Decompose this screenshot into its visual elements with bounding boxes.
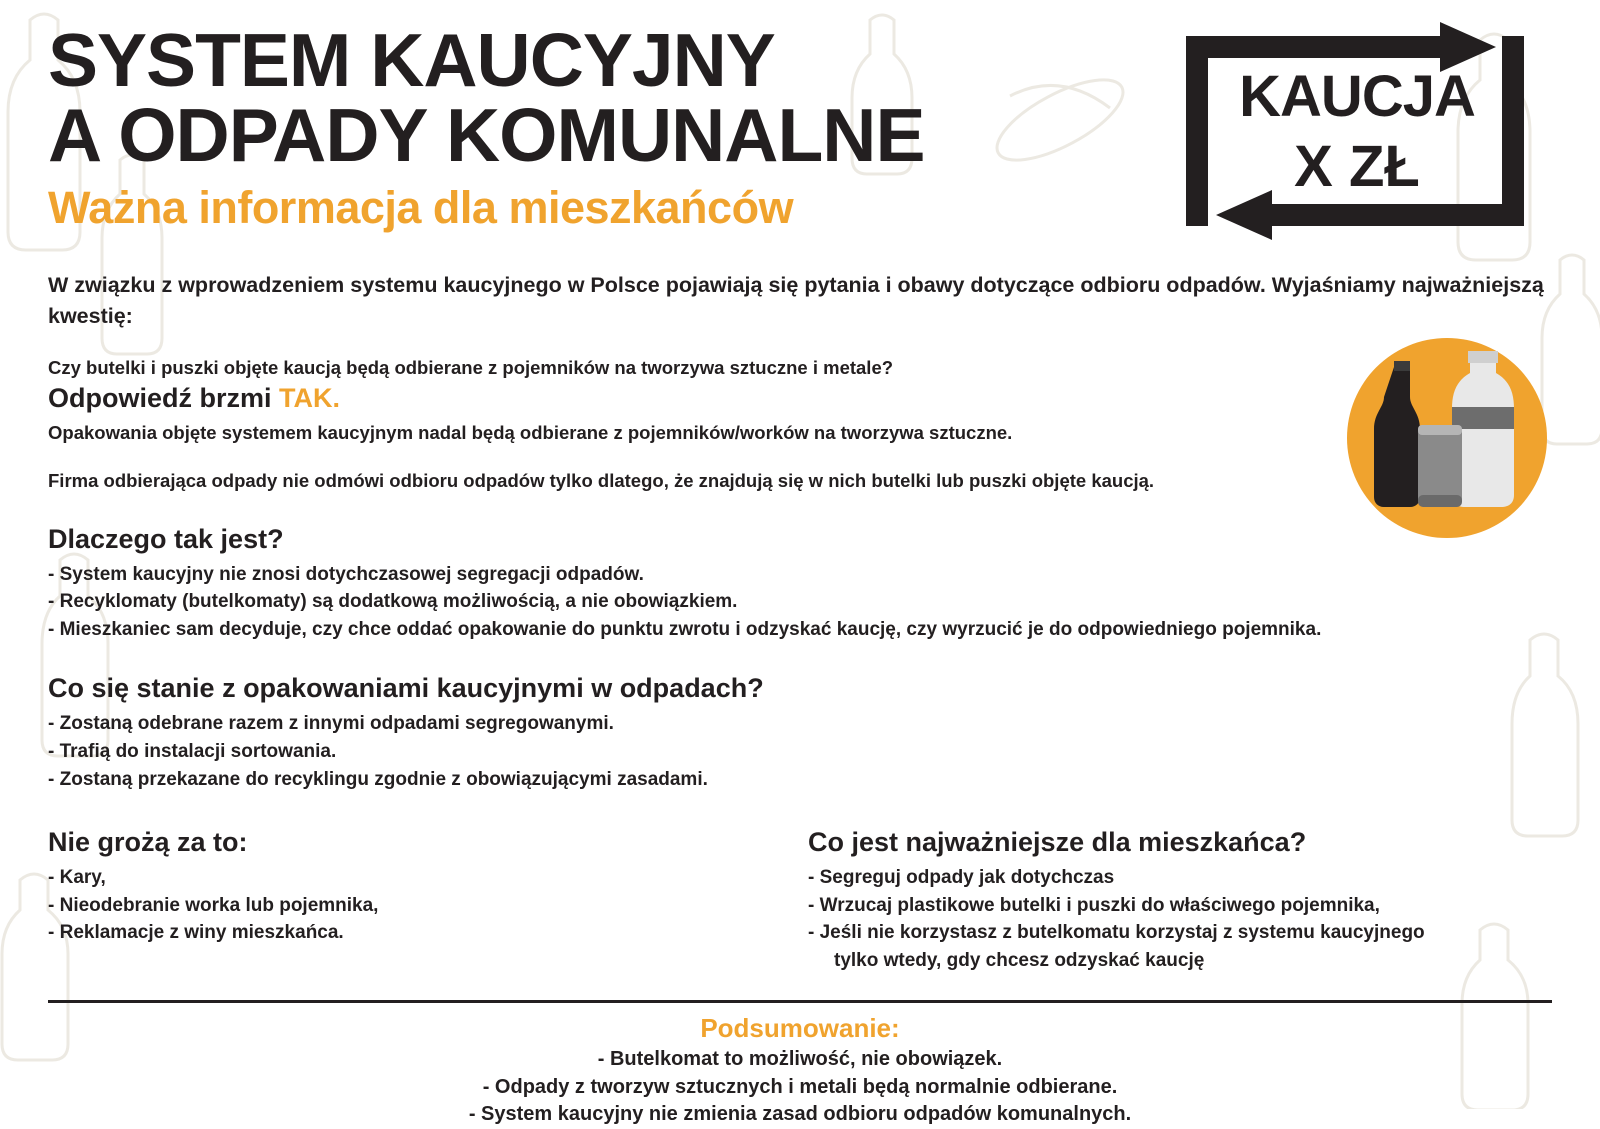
two-column-area <box>48 827 1552 974</box>
footer-divider <box>48 1000 1552 1003</box>
list-item: - Wrzucaj plastikowe butelki i puszki do właściwego pojemnika, <box>808 894 1380 916</box>
summary-line: - Odpady z tworzyw sztucznych i metali będą normalnie odbierane. <box>482 1075 1118 1098</box>
section-why-list <box>48 561 1552 644</box>
section-no-penalties-list <box>48 864 788 947</box>
summary-line: - Butelkomat to możliwość, nie obowiązek. <box>597 1048 1003 1071</box>
summary-title: Podsumowanie: <box>700 1013 900 1044</box>
list-item: - Nieodebranie worka lub pojemnika, <box>48 894 379 916</box>
column-left <box>48 827 788 974</box>
list-item: - Kary, <box>48 867 106 889</box>
page-subtitle: Ważna informacja dla mieszkańców <box>48 182 794 233</box>
kaucja-logo <box>1172 22 1542 252</box>
list-item: - System kaucyjny nie znosi dotychczasowej segregacji odpadów. <box>48 563 644 585</box>
list-item: tylko wtedy, gdy chcesz odzyskać kaucję <box>834 949 1205 971</box>
qa-answer <box>48 383 1552 414</box>
header-text-block <box>48 18 1172 233</box>
summary-block <box>48 1013 1552 1129</box>
page-title-line-1: SYSTEM KAUCYJNY <box>48 18 775 102</box>
list-item: - Reklamacje z winy mieszkańca. <box>48 922 344 944</box>
list-item: - Segreguj odpady jak dotychczas <box>808 867 1115 889</box>
packaging-illustration <box>1342 333 1552 543</box>
qa-answer-detail: Opakowania objęte systemem kaucyjnym nadal będą odbierane z pojemników/worków na tworzywa sztuczne. <box>48 422 1013 444</box>
beverage-can-icon <box>1418 425 1462 507</box>
qa-question: Czy butelki i puszki objęte kaucją będą odbierane z pojemników na tworzywa sztuczne i metale? <box>48 357 894 379</box>
qa-answer-value: TAK. <box>279 383 341 414</box>
summary-line: - System kaucyjny nie zmienia zasad odbioru odpadów komunalnych. <box>468 1103 1132 1126</box>
section-important-list <box>808 864 1552 974</box>
poster-header <box>48 18 1552 252</box>
column-right <box>788 827 1552 974</box>
list-item: - Trafią do instalacji sortowania. <box>48 741 337 762</box>
page-title-line-2: A ODPADY KOMUNALNE <box>48 93 925 177</box>
logo-line-1: KAUCJA <box>1239 64 1475 129</box>
list-item: - Recyklomaty (butelkomaty) są dodatkową możliwością, a nie obowiązkiem. <box>48 591 738 613</box>
list-item: - Mieszkaniec sam decyduje, czy chce oddać opakowanie do punktu zwrotu i odzyskać kaucję, czy wyrzucić je do odpowiedniego pojemnika. <box>48 618 1322 640</box>
spacer <box>48 446 1552 468</box>
qa-block <box>48 357 1552 494</box>
section-what-happens <box>48 673 1552 793</box>
section-no-penalties <box>48 827 788 947</box>
list-item: - Zostaną odebrane razem z innymi odpadami segregowanymi. <box>48 713 614 735</box>
qa-answer-label: Odpowiedź brzmi <box>48 383 272 414</box>
section-why-heading: Dlaczego tak jest? <box>48 523 284 554</box>
section-important-for-resident <box>808 827 1552 974</box>
list-item: - Zostaną przekazane do recyklingu zgodnie z obowiązującymi zasadami. <box>48 768 708 790</box>
qa-note: Firma odbierająca odpady nie odmówi odbioru odpadów tylko dlatego, że znajdują się w nich butelki lub puszki objęte kaucją. <box>48 469 1155 491</box>
section-what-happens-heading: Co się stanie z opakowaniami kaucyjnymi w odpadach? <box>48 673 764 704</box>
logo-line-2: X ZŁ <box>1294 134 1420 199</box>
section-important-heading: Co jest najważniejsze dla mieszkańca? <box>808 827 1307 858</box>
section-no-penalties-heading: Nie grożą za to: <box>48 827 248 858</box>
list-item: - Jeśli nie korzystasz z butelkomatu korzystaj z systemu kaucyjnego <box>808 922 1425 944</box>
intro-paragraph: W związku z wprowadzeniem systemu kaucyjnego w Polsce pojawiają się pytania i obawy dotyczące odbioru odpadów. Wyjaśniamy najważniejszą kwestię: <box>48 273 1544 328</box>
section-what-happens-list <box>48 710 1552 793</box>
recycle-arrows-icon <box>1172 22 1542 252</box>
section-why <box>48 524 1552 644</box>
